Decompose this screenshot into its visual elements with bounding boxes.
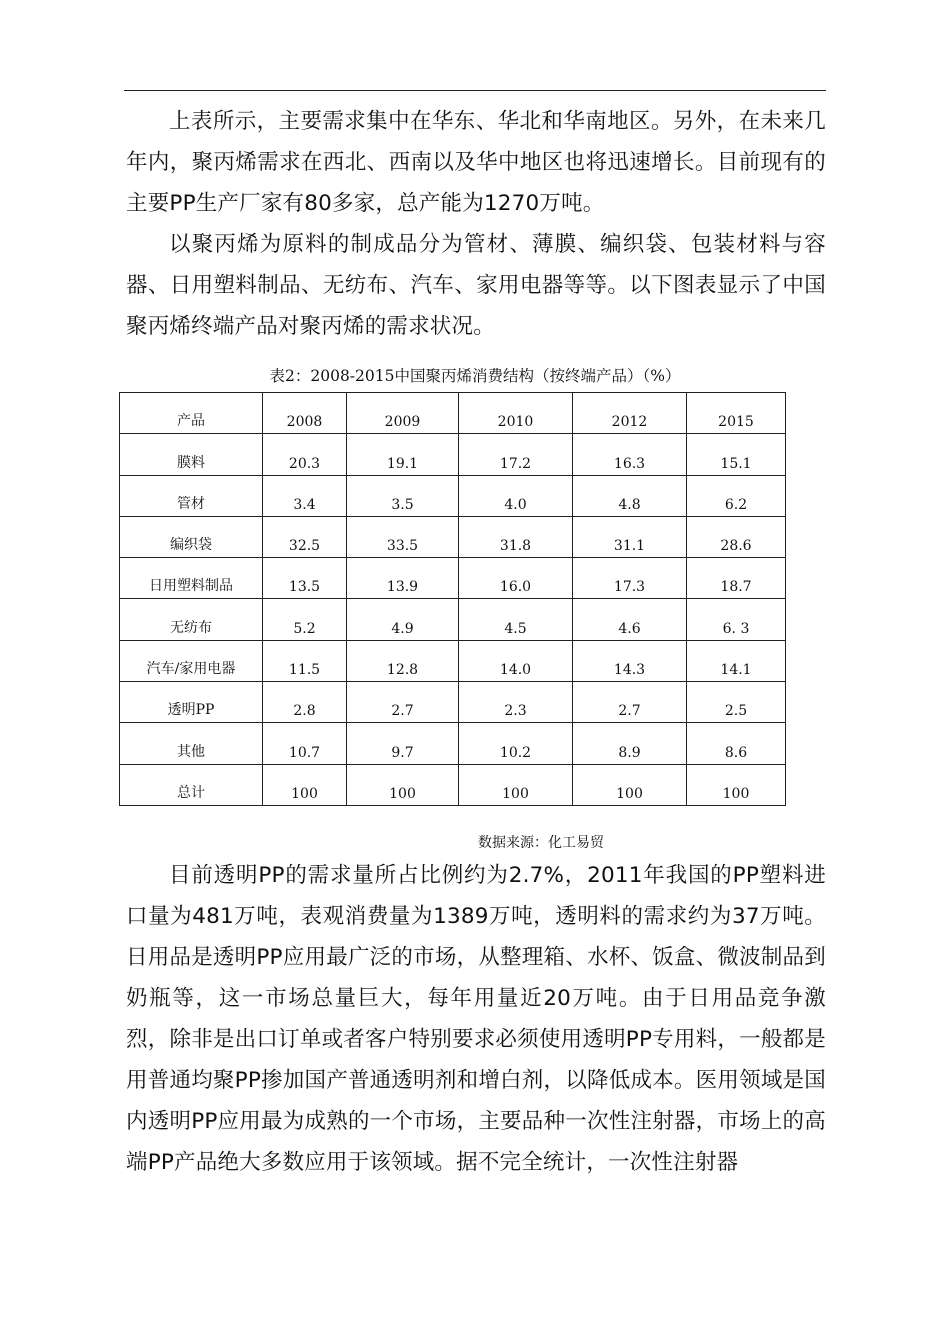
table-row-label: 日用塑料制品 [120, 558, 263, 599]
table-cell: 100 [459, 764, 573, 805]
table-row-label: 其他 [120, 723, 263, 764]
table-cell: 10.2 [459, 723, 573, 764]
table-row [120, 516, 786, 557]
table-row-label: 无纺布 [120, 599, 263, 640]
table-cell: 2.5 [687, 682, 786, 723]
table-cell: 6. 3 [687, 599, 786, 640]
table-row-label: 编织袋 [120, 516, 263, 557]
table-cell: 13.5 [263, 558, 347, 599]
table-cell: 28.6 [687, 516, 786, 557]
table-row-label: 膜料 [120, 434, 263, 475]
table-cell: 2010 [459, 393, 573, 434]
table-cell: 100 [347, 764, 459, 805]
table-cell: 4.5 [459, 599, 573, 640]
table-cell: 4.6 [573, 599, 687, 640]
table-cell: 2008 [263, 393, 347, 434]
table-cell: 14.0 [459, 640, 573, 681]
table-cell: 16.3 [573, 434, 687, 475]
table-cell: 20.3 [263, 434, 347, 475]
table-row [120, 682, 786, 723]
table-cell: 100 [687, 764, 786, 805]
table-body [120, 393, 786, 806]
table-row-label: 产品 [120, 393, 263, 434]
table-cell: 14.1 [687, 640, 786, 681]
table-cell: 15.1 [687, 434, 786, 475]
data-source-note: 数据来源：化工易贸 [478, 835, 604, 851]
table-cell: 17.3 [573, 558, 687, 599]
table-cell: 32.5 [263, 516, 347, 557]
table-cell: 6.2 [687, 475, 786, 516]
table-caption: 表2：2008-2015中国聚丙烯消费结构（按终端产品）（%） [269, 367, 681, 385]
table-cell: 3.5 [347, 475, 459, 516]
table-cell: 33.5 [347, 516, 459, 557]
table-cell: 14.3 [573, 640, 687, 681]
table-row-label: 汽车/家用电器 [120, 640, 263, 681]
table-cell: 5.2 [263, 599, 347, 640]
table-cell: 2.7 [573, 682, 687, 723]
table-row [120, 599, 786, 640]
table-cell: 31.1 [573, 516, 687, 557]
table-cell: 2.7 [347, 682, 459, 723]
paragraph-transparent-pp: 目前透明PP的需求量所占比例约为2.7%，2011年我国的PP塑料进口量为481万吨，表观消费量为1389万吨，透明料的需求约为37万吨。日用品是透明PP应用最广泛的市场，从整理箱、水杯、饭盒、微波制品到奶瓶等，这一市场总量巨大，每年用量近20万吨。由于日用品竞争激烈，除非是出口订单或者客户特别要求必须使用透明PP专用料，一般都是用普通均聚PP掺加国产普通透明剂和增白剂，以降低成本。医用领域是国内透明PP应用最为成熟的一个市场，主要品种一次性注射器，市场上的高端PP产品绝大多数应用于该领域。据不完全统计，一次性注射器 [126, 863, 826, 1175]
table-cell: 18.7 [687, 558, 786, 599]
table-row [120, 475, 786, 516]
table-row-label: 总计 [120, 764, 263, 805]
table-cell: 11.5 [263, 640, 347, 681]
table-row-label: 透明PP [120, 682, 263, 723]
table-cell: 3.4 [263, 475, 347, 516]
paragraph-demand-regions: 上表所示，主要需求集中在华东、华北和华南地区。另外，在未来几年内，聚丙烯需求在西北、西南以及华中地区也将迅速增长。目前现有的主要PP生产厂家有80多家，总产能为1270万吨。 [126, 109, 826, 216]
table-cell: 10.7 [263, 723, 347, 764]
table-cell: 31.8 [459, 516, 573, 557]
table-cell: 16.0 [459, 558, 573, 599]
table-cell: 12.8 [347, 640, 459, 681]
table-cell: 8.6 [687, 723, 786, 764]
table-row [120, 640, 786, 681]
table-row [120, 558, 786, 599]
table-cell: 4.8 [573, 475, 687, 516]
table-cell: 4.0 [459, 475, 573, 516]
table-cell: 4.9 [347, 599, 459, 640]
table-cell: 13.9 [347, 558, 459, 599]
table-cell: 17.2 [459, 434, 573, 475]
table-cell: 100 [573, 764, 687, 805]
table-cell: 2.3 [459, 682, 573, 723]
table-row [120, 723, 786, 764]
table-cell: 2012 [573, 393, 687, 434]
table-row [120, 434, 786, 475]
table-row [120, 764, 786, 805]
table-cell: 2015 [687, 393, 786, 434]
table-row-label: 管材 [120, 475, 263, 516]
table-cell: 2009 [347, 393, 459, 434]
header-rule [124, 90, 826, 91]
table-header-row [120, 393, 786, 434]
table-cell: 2.8 [263, 682, 347, 723]
table-cell: 100 [263, 764, 347, 805]
table-cell: 8.9 [573, 723, 687, 764]
consumption-structure-table [119, 392, 786, 806]
paragraph-end-products: 以聚丙烯为原料的制成品分为管材、薄膜、编织袋、包装材料与容器、日用塑料制品、无纺布、汽车、家用电器等等。以下图表显示了中国聚丙烯终端产品对聚丙烯的需求状况。 [126, 232, 826, 339]
table-cell: 9.7 [347, 723, 459, 764]
table-cell: 19.1 [347, 434, 459, 475]
